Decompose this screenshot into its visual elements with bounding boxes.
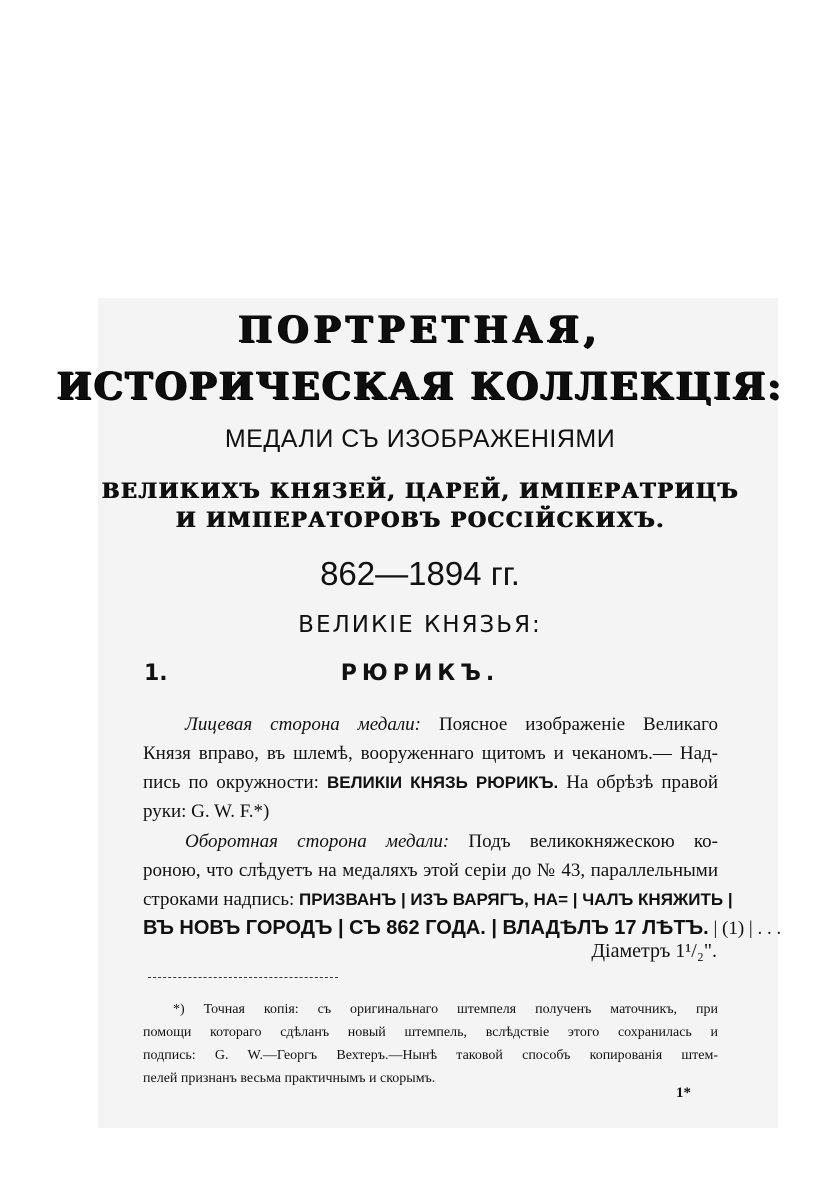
reverse-inscription-2: ВЪ НОВЪ ГОРОДЪ | СЪ 862 ГОДА. | ВЛАДѢЛЪ 17 ЛѢТЪ. (143, 917, 709, 939)
reverse-line-1-text: Подъ великокняжескою ко- (468, 831, 718, 852)
obverse-line-1-text: Поясное изображеніе Великаго (438, 714, 719, 735)
reverse-line-3-a: строками надпись: (143, 889, 295, 910)
reverse-line-4-b: | (1) | . . . (713, 918, 782, 939)
reverse-line-4 (143, 914, 782, 943)
reverse-line-2: роною, что слѣдуетъ на медаляхъ этой серіи до № 43, параллельными (143, 860, 718, 881)
obverse-label: Лицевая сторона медали: (185, 714, 421, 735)
title-years: 862—1894 гг. (320, 555, 520, 592)
obverse-line-2: Князя вправо, въ шлемѣ, вооруженнаго щитомъ и чеканомъ.— Над- (143, 743, 718, 764)
obverse-line-3-c: На обрѣзѣ правой (566, 772, 719, 793)
obverse-line-1 (143, 710, 718, 739)
footnote-line-3: подпись: G. W.—Георгъ Вехтеръ.—Нынѣ таковой способъ копированія штем- (143, 1048, 718, 1063)
title-line-2: ИСТОРИЧЕСКАЯ КОЛЛЕКЦІЯ: (56, 364, 784, 408)
obverse-inscription: ВЕЛИКІИ КНЯЗЬ РЮРИКЪ. (327, 773, 559, 792)
title-line-1: ПОРТРЕТНАЯ, (238, 309, 602, 351)
obverse-line-4: руки: G. W. F.*) (143, 801, 270, 822)
obverse-line-3 (143, 768, 718, 797)
title-line-3: МЕДАЛИ СЪ ИЗОБРАЖЕНІЯМИ (224, 425, 616, 453)
reverse-label: Оборотная сторона медали: (185, 831, 450, 852)
reverse-line-3 (143, 885, 733, 914)
title-line-4: ВЕЛИКИХЪ КНЯЗЕЙ, ЦАРЕЙ, ИМПЕРАТРИЦЪ (101, 478, 739, 503)
diameter-note: Діаметръ 1¹/₂". (591, 940, 717, 962)
reverse-paragraph (143, 827, 782, 943)
signature-mark: 1* (676, 1085, 691, 1101)
footnote-line-4: пелей признанъ весьма практичнымъ и скорымъ. (143, 1071, 436, 1086)
reverse-inscription-1: ПРИЗВАНЪ | ИЗЪ ВАРЯГЪ, НА= | ЧАЛЪ КНЯЖИТЬ | (299, 890, 733, 909)
footnote-line-2: помощи котораго сдѣланъ новый штемпель, вслѣдствіе этого сохранилась и (143, 1025, 718, 1040)
footnote-divider (148, 977, 338, 978)
obverse-line-3-a: пись по окружности: (143, 772, 319, 793)
obverse-paragraph (143, 710, 718, 826)
entry-name: РЮРИКЪ. (340, 661, 500, 686)
footnote-line-1: *) Точная копія: съ оригинальнаго штемпеля полученъ маточникъ, при (173, 1002, 718, 1017)
footnote (143, 998, 718, 1090)
title-line-5: И ИМПЕРАТОРОВЪ РОССІЙСКИХЪ. (175, 507, 665, 532)
section-heading: ВЕЛИКІЕ КНЯЗЬЯ: (298, 612, 542, 638)
reverse-line-1 (143, 827, 718, 856)
entry-number: 1. (144, 661, 168, 686)
